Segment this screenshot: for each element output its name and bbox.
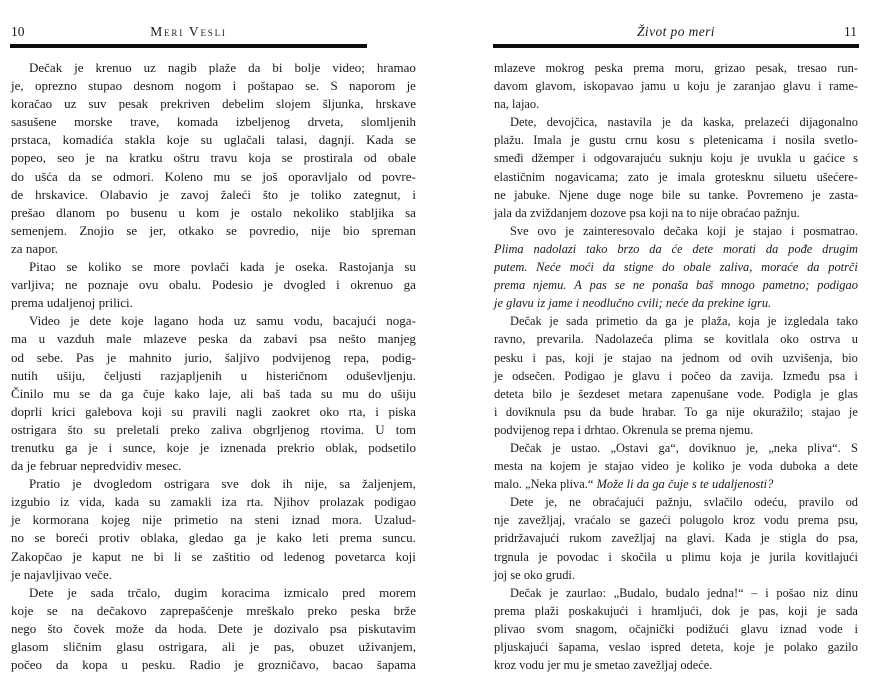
text-line: koje se na dečakovo zaprepašćenje mreškalo preko peska brže <box>11 602 416 618</box>
text-line: semenjem. Znojio se jer, otkako se povredio, nije bio spreman <box>11 222 416 238</box>
paragraph <box>494 584 858 674</box>
text-line: Pitao se koliko se more povlači kada je oseka. Rastojanja su <box>29 259 416 275</box>
text-line: de hrskavice. Olabavio je zavoj žaleći što je toliko zategnut, i <box>11 186 416 202</box>
header-rule-left <box>10 44 367 48</box>
text-line: davom glavom, iskopavao jamu u koju je zaranjao glavu i rame- <box>494 79 858 94</box>
text-line: Pratio je dvogledom ostrigara sve dok ih nije, sa žaljenjem, <box>29 476 416 492</box>
text-line: je odsečen. Podigao je glavu i počeo da zavija. Između psa i <box>494 368 858 383</box>
text-line: deteta bilo je šezdeset metara zapenušane vode. Podigla je glas <box>494 386 858 401</box>
text-line: sasušene morske trave, komada izbeljenog drveta, slomljenih <box>11 114 416 130</box>
text-line: do ušća da se odmori. Koleno mu se još oporavljalo od povre- <box>11 168 416 184</box>
text-line: Dečak je sada primetio da ga je plaža, koja je izgledala tako <box>510 314 858 329</box>
paragraph <box>494 59 858 113</box>
text-line: podvijenog repa i drhtao. Okrenula se prema njemu. <box>494 422 754 437</box>
text-line: pljuskajući šapama, veslao ispred deteta, koje je polako gazilo <box>494 640 858 654</box>
text-line: je glavu iz jame i neodlučno cvili; neće da prekine igru. <box>494 296 772 311</box>
text-line: pridržavajući rukom zavežljaj na glavi. Kada je stigla do psa, <box>494 531 858 546</box>
text-line: Zakopčao je kaput ne bi li se zaštitio od ledenog povetarca koji <box>11 548 416 564</box>
text-line: Dečak je ustao. „Ostavi ga“, doviknuo je, „neka pliva“. S <box>510 440 858 455</box>
text-line: mesta na kojem je stajao video je koliko je voda duboka a dete <box>494 459 858 474</box>
text-line: plažu. Imala je gustu crnu kosu s pletenicama i nosila svetlo- <box>494 133 858 148</box>
text-line: elastičnim nogavicama; zato je imala grotesknu siluetu ušećere- <box>494 169 858 184</box>
text-line: Dete je sada trčalo, dugim koracima izmicalo pred morem <box>29 584 416 600</box>
text-line: popeo, seo je na kratku oštru travu koja se prostirala od obale <box>11 150 416 166</box>
text-line: prema njemu. A pas se ne ponaša baš mnogo pametno; podigao <box>494 278 858 293</box>
text-line: plivao svom snagom, očajnički podižući glavu iznad vode i <box>494 621 858 636</box>
text-line: koračao uz suv pesak prekriven debelim slojem šljunka, hrskave <box>11 96 416 112</box>
paragraph <box>11 584 416 674</box>
paragraph <box>494 312 858 439</box>
text-line: Dete, devojčica, nastavila je da kaska, prelazeći dijagonalno <box>510 115 858 130</box>
text-line: pesku i pas, koji je stajao na jednom od ovih uzvišenja, bio <box>494 350 858 365</box>
text-line: varljiva; ne poznaje ovu obalu. Podesio je dvogled i okrenuo ga <box>11 277 416 293</box>
text-line: prema udaljenoj prilici. <box>11 295 133 311</box>
text-line: doprli krici galebova koji su pravili nagli zaokret oko rta, i piska <box>11 403 416 419</box>
text-line: od sebe. Pas je mahnito jurio, šaljivo podvijenog repa, podig- <box>11 349 416 365</box>
text-line: nje zavežljaj, vraćalo se gazeći polugolo kroz vodu prema psu, <box>494 513 858 528</box>
text-line: izgubio iz vida, kada su zamakli iza rta. Njihov prolazak podigao <box>11 494 416 510</box>
page-number-right: 11 <box>844 24 857 39</box>
text-line: i doviknula psu da bude hrabar. To ga nije okuražilo; stajao je <box>494 404 858 419</box>
text-line: ostrigara što su preletali preko zaliva obgrljenog rtovima. U tom <box>11 421 416 437</box>
text-line: Činilo mu se da ga čuje kako laje, ali baš tada su mu do ušiju <box>11 385 416 401</box>
text-line: Dečak je zaurlao: „Budalo, budalo jedna!“ – i pošao niz dinu <box>510 585 858 600</box>
text-line: prstaca, komadića stakla koje su uglačali talasi, dagnji. Kada se <box>11 132 416 148</box>
text-line: trenutku ga je i sunce, koje je iznenada prekrio oblak, podsetilo <box>11 439 416 455</box>
text-line: ma u vazduh male mlazeve peska da zabavi psa nešto manjeg <box>11 331 416 347</box>
text-line: no se boreći protiv oblaka, gledao ga je kako leti prema suncu. <box>11 530 416 546</box>
paragraph <box>494 493 858 583</box>
text-line: nego što čovek može da hoda. Dete je dozivalo psa piskutavim <box>11 620 416 636</box>
text-line: Plima nadolazi tako brzo da će dete morati da pođe drugim <box>494 241 858 256</box>
paragraph <box>11 258 416 312</box>
text-line: Video je dete koje lagano hoda uz samu vodu, bacajući noga- <box>29 313 416 329</box>
text-line: prema plaži poskakujući i hramljući, dok je pas, koji je sada <box>494 603 858 618</box>
text-line: kroz vodu jer mu je smetao zavežljaj odeće. <box>494 658 713 673</box>
text-line: počeo da kopa u pesku. Radio je grozničavo, bacao šapama <box>11 657 416 673</box>
running-head-left: Meri Vesli <box>150 24 227 39</box>
text-line: nutih ušiju, čeljusti razjapljenih u histeričnom oduševljenju. <box>11 367 416 383</box>
text-line: je, oprezno stupao desnom nogom i poštapao se. S naporom je <box>11 78 416 94</box>
paragraph <box>494 113 858 222</box>
page-number-left: 10 <box>11 24 25 39</box>
text-line: ne jabuke. Njene duge noge bile su tanke. Povremeno je zasta- <box>494 187 858 202</box>
text-line: glasom sličnim glasu ostrigara, ali je pas, obuzet uživanjem, <box>11 639 416 654</box>
text-line: putem. Neće moći da stigne do obale zaliva, moraće da potrči <box>494 260 858 275</box>
paragraph <box>11 59 416 258</box>
text-line: je kormorana kojeg nije primetio na steni iznad mora. Uzalud- <box>11 512 416 528</box>
text-line: Dečak je krenuo uz nagib plaže da bi bolje video; hramao <box>29 60 416 75</box>
page-body-left <box>11 59 416 674</box>
text-line: trgnula je povodac i skočila u plimu koja je jurila kovitlajući <box>494 549 858 564</box>
running-head-right: Život po meri <box>637 24 715 39</box>
paragraph <box>494 439 858 493</box>
text-line: smeđi džemper i odgovarajuću suknju koju je uvukla u gaćice s <box>494 151 858 166</box>
text-line: da je februar nepredvidiv mesec. <box>11 458 182 474</box>
text-line: za napor. <box>11 240 59 256</box>
paragraph <box>11 475 416 584</box>
page-body-right <box>494 59 858 674</box>
text-line: je najavljivao veče. <box>11 566 112 582</box>
text-line: prešao dlanom po busenu u kom je ostalo nekoliko stabljika sa <box>11 204 416 220</box>
paragraph <box>494 222 858 312</box>
text-line: ravno, prevarila. Nadolazeća plima se kovitlala oko ostrva u <box>494 332 858 347</box>
text-line: mlazeve mokrog peska prema moru, grizao pesak, tresao run- <box>494 61 858 75</box>
text-line: malo. „Neka pliva.“ Može li da ga čuje s te udaljenosti? <box>494 477 774 492</box>
text-line: na, lajao. <box>494 97 540 112</box>
text-line: joj se oko grudi. <box>494 567 575 582</box>
text-line: Dete je, ne obraćajući pažnju, svlačilo odeću, pravilo od <box>510 495 858 510</box>
text-line: Sve ovo je zainteresovalo dečaka koji je stajao i posmatrao. <box>510 223 858 238</box>
header-rule-right <box>493 44 859 48</box>
paragraph <box>11 312 416 475</box>
text-line: jala da zviždanjem dozove psa koji na to nije obraćao pažnju. <box>494 205 800 220</box>
